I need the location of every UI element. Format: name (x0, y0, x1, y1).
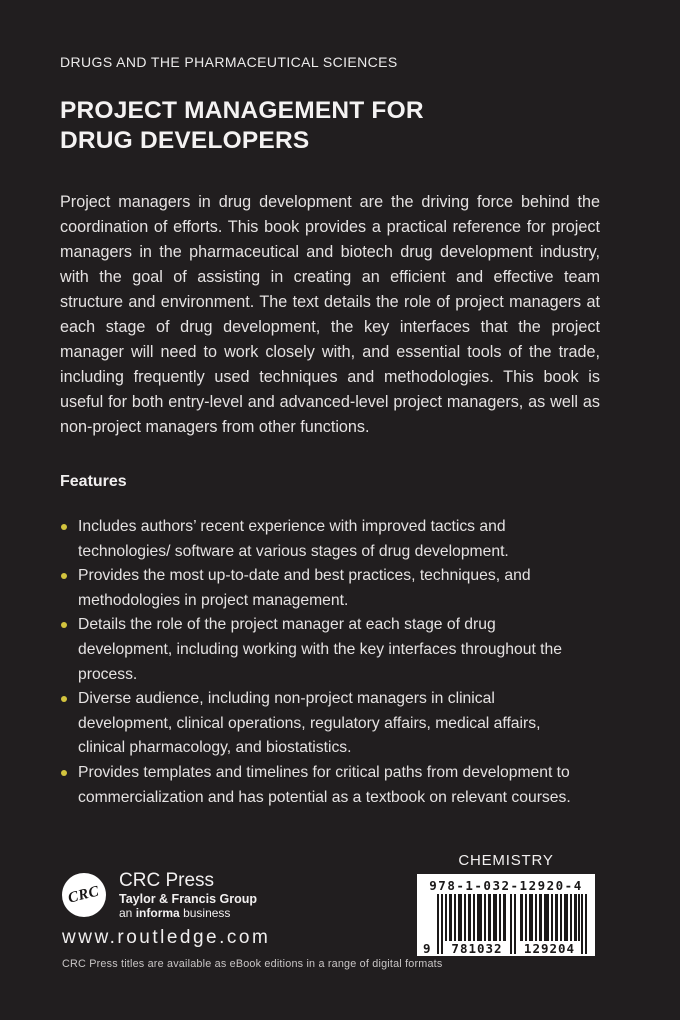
feature-item-text: Provides the most up-to-date and best practices, techniques, and methodologies in project management. (78, 567, 531, 609)
crc-press-logo (62, 870, 442, 920)
feature-item (60, 613, 583, 687)
bullet-icon (61, 622, 67, 628)
ebook-availability-note: CRC Press titles are available as eBook editions in a range of digital formats (62, 958, 443, 970)
barcode-block (417, 852, 595, 956)
feature-item (60, 515, 583, 564)
feature-item (60, 761, 583, 810)
feature-item (60, 687, 583, 761)
bullet-icon (61, 573, 67, 579)
book-title-line1: PROJECT MANAGEMENT FOR (60, 97, 424, 124)
publisher-group: Taylor & Francis Group (119, 892, 257, 906)
crc-logo-icon (62, 873, 106, 917)
feature-item-text: Includes authors’ recent experience with improved tactics and technologies/ software at various stages of drug development. (78, 518, 509, 560)
feature-item (60, 564, 583, 613)
book-title-line2: DRUG DEVELOPERS (60, 127, 310, 154)
publisher-block (62, 870, 442, 970)
features-list (60, 515, 583, 810)
ean-group1-digits: 781032 (451, 941, 503, 956)
feature-item-text: Diverse audience, including non-project managers in clinical development, clinical operations, regulatory affairs, medical affairs, clinical pharmacology, and biostatistics. (78, 690, 541, 757)
bullet-icon (61, 524, 67, 530)
crc-logo-text: CRC (66, 882, 102, 907)
book-title (60, 96, 620, 156)
feature-item-text: Details the role of the project manager at each stage of drug development, including working with the key interfaces throughout the process. (78, 616, 562, 683)
isbn-number: 978-1-032-12920-4 (429, 878, 583, 893)
publisher-informa: an informa business (119, 906, 231, 920)
ean-group2-digits: 129204 (523, 941, 576, 956)
features-heading: Features (60, 473, 127, 490)
bullet-icon (61, 770, 67, 776)
ean-prefix-digit: 9 (423, 941, 431, 956)
feature-item-text: Provides templates and timelines for critical paths from development to commercialization and has potential as a textbook on relevant courses. (78, 763, 571, 806)
publisher-name: CRC Press (119, 870, 215, 891)
subject-category: CHEMISTRY (458, 852, 554, 869)
bullet-icon (61, 696, 67, 702)
series-title: DRUGS AND THE PHARMACEUTICAL SCIENCES (60, 54, 398, 70)
barcode-bars (423, 894, 587, 956)
isbn-barcode (417, 874, 595, 956)
publisher-names (119, 870, 257, 920)
publisher-website: www.routledge.com (62, 927, 271, 948)
book-description: Project managers in drug development are the driving force behind the coordination of efforts. This book provides a practical reference for project managers in the pharmaceutical and biotech drug development industry, with the goal of assisting in creating an efficient and effective team structure and environment. The text details the role of project managers at each stage of drug development, the key interfaces that the project manager will need to work closely with, and essential tools of the trade, including frequently used techniques and methodologies. This book is useful for both entry-level and advanced-level project managers, as well as non-project managers from other functions. (60, 193, 600, 436)
